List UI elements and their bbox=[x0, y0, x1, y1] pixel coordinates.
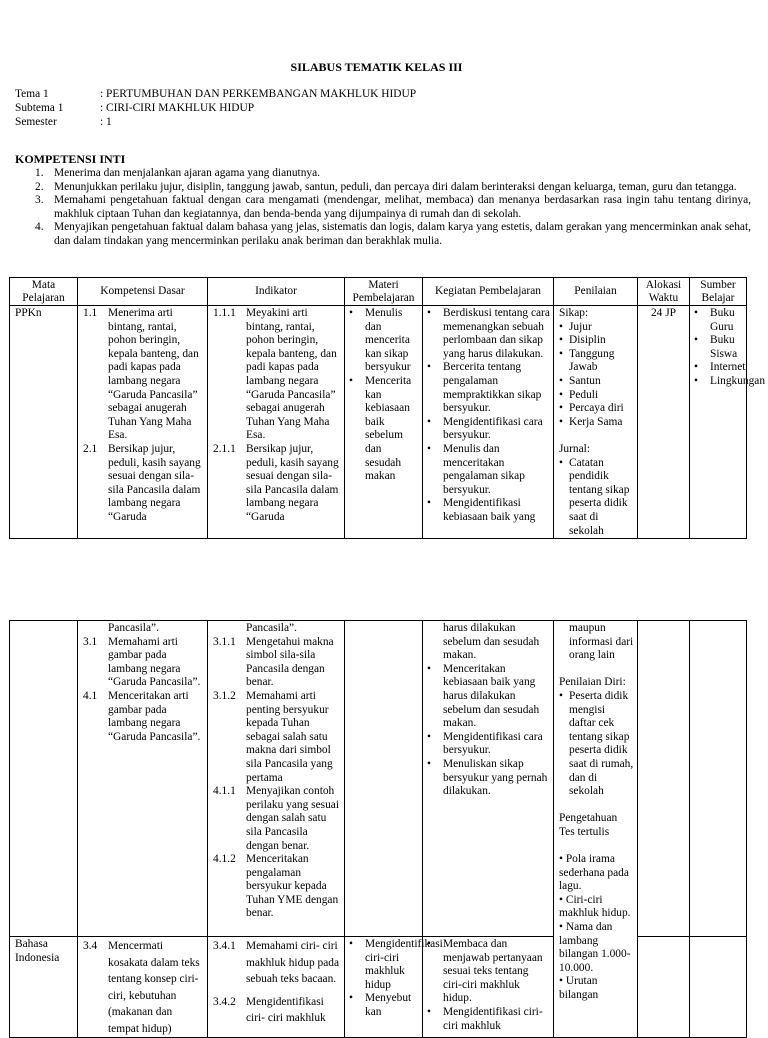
indikator-item bbox=[213, 938, 341, 988]
indikator-text: Memahami arti penting bersyukur kepada Tuhan sebagai salah satu makna dari simbol sila Pancasila yang pertama bbox=[246, 689, 333, 784]
kegiatan-item: • Mengidentifikasi ciri-ciri makhluk bbox=[425, 1006, 550, 1033]
kegiatan-item: • Berdiskusi tentang cara memenangkan sebuah perlombaan dan sikap yang harus dilakukan. bbox=[425, 307, 550, 361]
materi-item: • Mencerita kan kebiasaan baik sebelum dan sesudah makan bbox=[347, 375, 419, 484]
header-kompetensi-dasar: Kompetensi Dasar bbox=[78, 278, 208, 306]
sikap-item: • Santun bbox=[559, 374, 601, 387]
ki-num: 3. bbox=[35, 194, 44, 207]
indikator-item bbox=[213, 690, 341, 785]
kegiatan-item: • Bercerita tentang pengalaman mempraktikkan sikap bersyukur. bbox=[425, 361, 550, 415]
indikator-item bbox=[213, 307, 341, 443]
penilaian-diri-item: • Peserta didik mengisi daftar cek tentang sikap peserta didik saat di rumah, dan di sekolah bbox=[559, 689, 634, 798]
kegiatan-item: • Menulis dan menceritakan pengalaman sikap bersyukur. bbox=[425, 443, 550, 497]
kd-item bbox=[83, 690, 204, 744]
cell-subject bbox=[10, 937, 78, 1038]
pengetahuan-item: • Nama dan lambang bilangan 1.000-10.000. bbox=[559, 921, 631, 974]
indikator-text: Menyajikan contoh perilaku yang sesuai dengan salah satu sila Pancasila dengan benar. bbox=[246, 785, 339, 852]
cell-materi bbox=[345, 306, 423, 539]
kd-item bbox=[83, 938, 204, 1037]
indikator-num: 1.1.1 bbox=[213, 307, 236, 319]
ki-num: 1. bbox=[35, 167, 44, 179]
indikator-text: Mengetahui makna simbol sila-sila Pancasila dengan benar. bbox=[246, 635, 334, 689]
kd-num: 3.4 bbox=[83, 940, 98, 952]
indikator-num: 3.1.1 bbox=[213, 635, 236, 648]
syllabus-table-page2 bbox=[9, 620, 747, 1038]
indikator-num: 4.1.1 bbox=[213, 785, 236, 798]
cell-materi bbox=[345, 937, 443, 1038]
penilaian-diri-label: Penilaian Diri: bbox=[559, 676, 626, 689]
meta-label: Subtema 1 bbox=[15, 102, 64, 114]
subject-text: Bahasa Indonesia bbox=[15, 938, 60, 964]
pengetahuan-item: • Pola irama sederhana pada lagu. bbox=[559, 853, 629, 893]
header-penilaian: Penilaian bbox=[554, 278, 638, 306]
cell-subject bbox=[10, 306, 78, 539]
indikator-item bbox=[213, 853, 341, 921]
header-alokasi: Alokasi Waktu bbox=[638, 278, 690, 306]
ki-list bbox=[15, 167, 751, 249]
ki-text: Memahami pengetahuan faktual dengan cara mengamati (mendengar, melihat, membaca) dan menanya berdasarkan rasa ingin tahu tentang dirinya, makhluk ciptaan Tuhan dan kegiatannya, dan benda-benda yang dijumpainya di rumah dan di sekolah. bbox=[54, 194, 751, 220]
kegiatan-item: • Membaca dan menjawab pertanyaan sesuai teks tentang ciri-ciri makhluk hidup. bbox=[425, 938, 550, 1006]
alokasi-text: 24 JP bbox=[650, 307, 676, 319]
sumber-item: • Lingkungan bbox=[692, 375, 744, 389]
cell-kd bbox=[78, 937, 208, 1038]
cell-alokasi bbox=[638, 621, 690, 937]
header-mata-pelajaran: Mata Pelajaran bbox=[10, 278, 78, 306]
indikator-text: Memahami ciri- ciri makhluk hidup pada sebuah teks bacaan. bbox=[246, 940, 340, 985]
kegiatan-item: • Mengidentifikasi kebiasaan baik yang bbox=[425, 497, 550, 524]
sikap-item: • Percaya diri bbox=[559, 402, 624, 415]
kd-item bbox=[83, 307, 204, 443]
kd-item bbox=[83, 443, 204, 525]
pengetahuan-item: • Ciri-ciri makhluk hidup. bbox=[559, 893, 631, 920]
ki-item bbox=[15, 181, 751, 195]
ki-text: Menunjukkan perilaku jujur, disiplin, tanggung jawab, santun, peduli, dan percaya diri dalam berinteraksi dengan keluarga, teman, guru dan tetangga. bbox=[54, 180, 737, 193]
indikator-text: Mengidentifikasi ciri- ciri makhluk bbox=[246, 995, 326, 1024]
ki-item bbox=[15, 194, 751, 221]
ki-item bbox=[15, 167, 751, 181]
pengetahuan-label: Pengetahuan bbox=[559, 812, 618, 825]
cell-kegiatan bbox=[423, 937, 554, 1038]
indikator-item bbox=[213, 994, 341, 1027]
pengetahuan-item: • Urutan bilangan bbox=[559, 975, 599, 1002]
table-header-row bbox=[10, 278, 747, 306]
cell-kd bbox=[78, 621, 208, 937]
sikap-item: • Peduli bbox=[559, 388, 599, 401]
subject-text: PPKn bbox=[15, 307, 42, 319]
sikap-item: • Kerja Sama bbox=[559, 415, 623, 428]
indikator-item bbox=[213, 443, 341, 525]
meta-value: : PERTUMBUHAN DAN PERKEMBANGAN MAKHLUK HIDUP bbox=[100, 88, 417, 100]
cell-sumber bbox=[690, 621, 747, 937]
indikator-num: 4.1.2 bbox=[213, 853, 236, 866]
meta-label: Tema 1 bbox=[15, 88, 49, 100]
sumber-item: • Buku Siswa bbox=[692, 334, 744, 361]
indikator-num: 2.1.1 bbox=[213, 442, 236, 455]
penilaian-continuation: maupun informasi dari orang lain bbox=[569, 622, 634, 662]
kd-num: 2.1 bbox=[83, 442, 98, 455]
indikator-item bbox=[213, 636, 341, 690]
cell-kegiatan bbox=[423, 306, 554, 539]
cell-materi bbox=[345, 621, 423, 937]
kd-text: Bersikap jujur, peduli, kasih sayang sesuai dengan sila-sila Pancasila dalam lambang negara “Garuda bbox=[108, 442, 201, 523]
cell-sumber bbox=[690, 937, 747, 1038]
indikator-continuation: Pancasila”. bbox=[246, 622, 297, 634]
sikap-item: • Disiplin bbox=[559, 334, 606, 347]
kd-num: 3.1 bbox=[83, 635, 98, 648]
kegiatan-item: • Mengidentifikasi cara bersyukur. bbox=[425, 416, 550, 443]
jurnal-label: Jurnal: bbox=[559, 442, 591, 455]
ki-num: 2. bbox=[35, 180, 44, 193]
page-title: SILABUS TEMATIK KELAS III bbox=[290, 60, 463, 74]
table-row bbox=[10, 306, 747, 539]
indikator-text: Menceritakan pengalaman bersyukur kepada Tuhan YME dengan benar. bbox=[246, 853, 339, 920]
meta-value: : CIRI-CIRI MAKHLUK HIDUP bbox=[100, 102, 255, 114]
table-row bbox=[10, 621, 747, 937]
sikap-label: Sikap: bbox=[559, 307, 589, 319]
cell-alokasi bbox=[638, 937, 690, 1038]
sikap-item: • Tanggung Jawab bbox=[559, 347, 615, 374]
kd-item bbox=[83, 636, 204, 690]
kd-num: 4.1 bbox=[83, 689, 98, 702]
indikator-num: 3.4.2 bbox=[213, 995, 236, 1008]
cell-kd bbox=[78, 306, 208, 539]
materi-item: • Menyebut kan bbox=[347, 992, 419, 1019]
syllabus-table-page1 bbox=[9, 277, 766, 539]
tes-label: Tes tertulis bbox=[559, 825, 610, 838]
header-sumber: Sumber Belajar bbox=[690, 278, 747, 306]
cell-kegiatan bbox=[423, 621, 554, 937]
indikator-num: 3.4.1 bbox=[213, 940, 236, 952]
indikator-text: Meyakini arti bintang, rantai, pohon beringin, kepala banteng, dan padi kapas pada lambang negara “Garuda Pancasila” sebagai anugerah Tuhan Yang Maha Esa. bbox=[246, 307, 337, 442]
ki-text: Menerima dan menjalankan ajaran agama yang dianutnya. bbox=[54, 167, 320, 179]
sumber-item: • Buku Guru bbox=[692, 307, 744, 334]
ki-heading: KOMPETENSI INTI bbox=[15, 152, 126, 166]
meta-label: Semester bbox=[15, 116, 57, 128]
kegiatan-item: • Menceritakan kebiasaan baik yang harus dilakukan sebelum dan sesudah makan. bbox=[425, 663, 550, 731]
ki-num: 4. bbox=[35, 221, 44, 234]
kd-continuation: Pancasila”. bbox=[108, 622, 159, 634]
cell-alokasi bbox=[638, 306, 690, 539]
kd-text: Menerima arti bintang, rantai, pohon beringin, kepala banteng, dan padi kapas pada lambang negara “Garuda Pancasila” sebagai anugerah Tuhan Yang Maha Esa. bbox=[108, 307, 199, 442]
kd-text: Memahami arti gambar pada lambang negara “Garuda Pancasila”. bbox=[108, 635, 201, 689]
cell-sumber bbox=[690, 306, 766, 539]
header-kegiatan: Kegiatan Pembelajaran bbox=[423, 278, 554, 306]
jurnal-item: • Catatan pendidik tentang sikap peserta didik saat di sekolah bbox=[559, 456, 630, 537]
sumber-item: • Internet bbox=[692, 361, 744, 375]
kd-num: 1.1 bbox=[83, 307, 98, 319]
cell-penilaian bbox=[554, 306, 638, 539]
indikator-item bbox=[213, 785, 341, 853]
kd-text: Mencermati kosakata dalam teks tentang konsep ciri-ciri, kebutuhan (makanan dan tempat hidup) bbox=[108, 940, 200, 1035]
ki-item bbox=[15, 221, 751, 248]
materi-item: • Mengidentifikasi ciri-ciri makhluk hidup bbox=[347, 938, 419, 992]
kd-text: Menceritakan arti gambar pada lambang negara “Garuda Pancasila”. bbox=[108, 689, 201, 743]
cell-subject bbox=[10, 621, 78, 937]
header-indikator: Indikator bbox=[208, 278, 345, 306]
cell-indikator bbox=[208, 621, 345, 937]
kegiatan-item: • Menuliskan sikap bersyukur yang pernah dilakukan. bbox=[425, 758, 550, 799]
ki-text: Menyajikan pengetahuan faktual dalam bahasa yang jelas, sistematis dan logis, dalam karya yang estetis, dalam gerakan yang mencerminkan anak sehat, dan dalam tindakan yang mencerminkan perilaku anak beriman dan berakhlak mulia. bbox=[54, 221, 751, 247]
cell-indikator bbox=[208, 306, 345, 539]
indikator-text: Bersikap jujur, peduli, kasih sayang sesuai dengan sila-sila Pancasila dalam lambang negara “Garuda bbox=[246, 442, 339, 523]
meta-value: : 1 bbox=[100, 116, 112, 128]
materi-item: • Menulis dan mencerita kan sikap bersyukur bbox=[347, 307, 419, 375]
cell-indikator bbox=[208, 937, 345, 1038]
kegiatan-item: • Mengidentifikasi cara bersyukur. bbox=[425, 731, 550, 758]
cell-penilaian bbox=[554, 621, 638, 1038]
header-materi: Materi Pembelajaran bbox=[345, 278, 423, 306]
sikap-item: • Jujur bbox=[559, 320, 592, 333]
indikator-num: 3.1.2 bbox=[213, 689, 236, 702]
kegiatan-continuation: harus dilakukan sebelum dan sesudah makan. bbox=[443, 622, 540, 662]
